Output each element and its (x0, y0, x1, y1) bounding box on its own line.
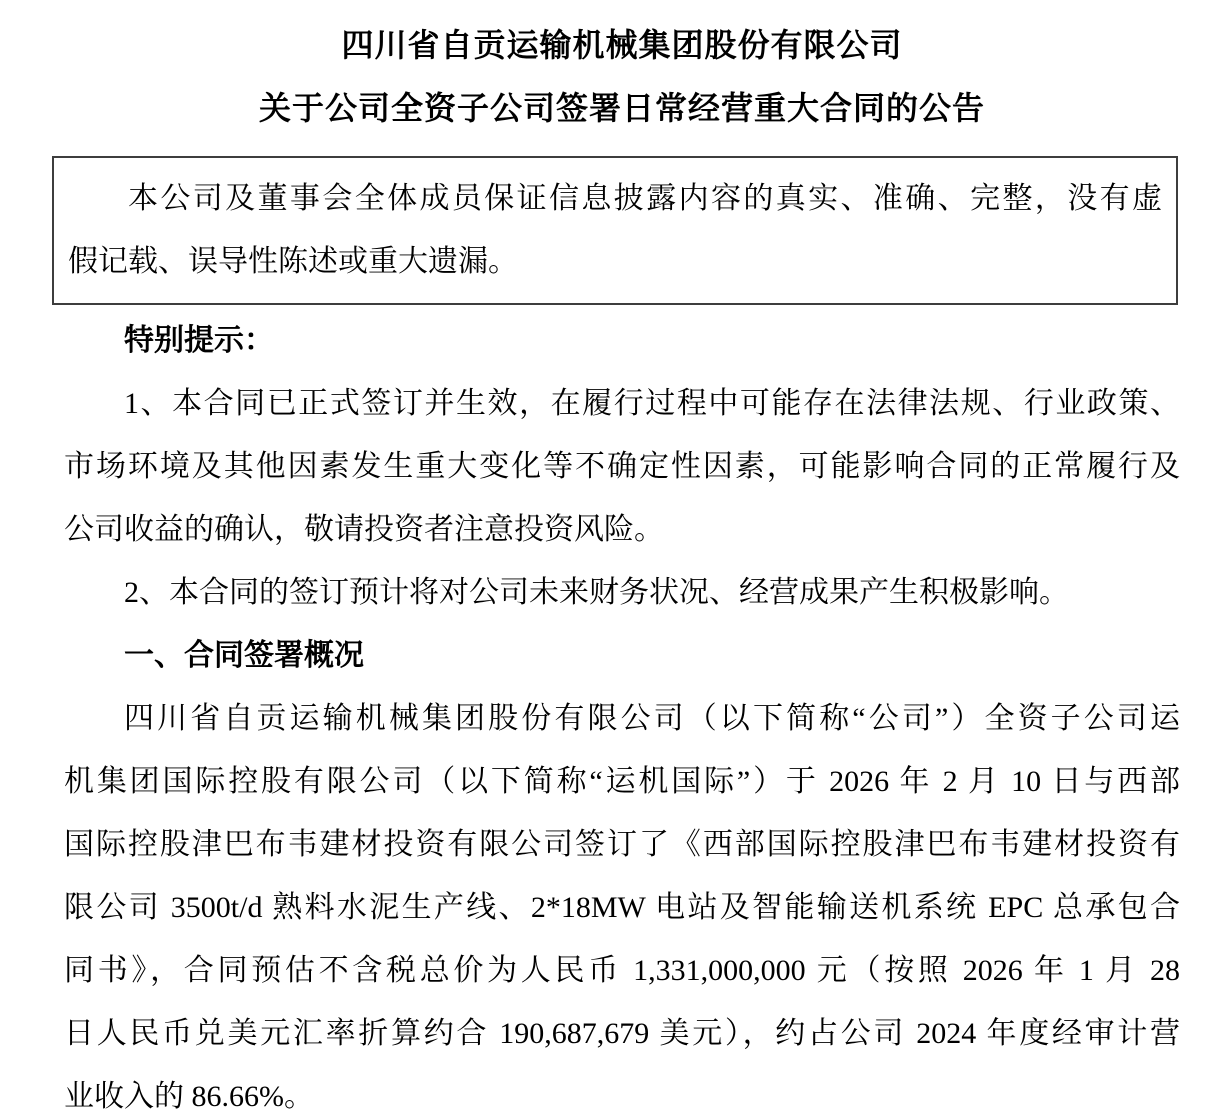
disclaimer-line-2: 假记载、误导性陈述或重大遗漏。 (68, 245, 518, 278)
notice-item-1-line-2: 市场环境及其他因素发生重大变化等不确定性因素，可能影响合同的正常履行及 (64, 450, 1180, 483)
contract-paragraph-line-3: 国际控股津巴布韦建材投资有限公司签订了《西部国际控股津巴布韦建材投资有 (64, 828, 1180, 861)
contract-paragraph-line-6: 日人民币兑美元汇率折算约合 190,687,679 美元），约占公司 2024 年度经审计营 (64, 1017, 1180, 1050)
contract-paragraph-line-1: 四川省自贡运输机械集团股份有限公司（以下简称“公司”）全资子公司运 (124, 702, 1180, 735)
special-notice-heading: 特别提示： (124, 324, 274, 357)
document-body (64, 309, 1180, 1116)
disclaimer-box (52, 156, 1178, 305)
notice-item-1-line-1: 1、本合同已正式签订并生效，在履行过程中可能存在法律法规、行业政策、 (124, 387, 1180, 420)
page-subtitle: 关于公司全资子公司签署日常经营重大合同的公告 (258, 90, 985, 126)
contract-paragraph-line-2: 机集团国际控股有限公司（以下简称“运机国际”）于 2026 年 2 月 10 日与西部 (64, 765, 1180, 798)
page-title: 四川省自贡运输机械集团股份有限公司 (341, 27, 903, 63)
contract-paragraph-line-4: 限公司 3500t/d 熟料水泥生产线、2*18MW 电站及智能输送机系统 EPC 总承包合 (64, 891, 1180, 924)
section-1-heading: 一、合同签署概况 (124, 639, 364, 672)
notice-item-2: 2、本合同的签订预计将对公司未来财务状况、经营成果产生积极影响。 (124, 576, 1069, 609)
document-header (64, 14, 1180, 140)
contract-paragraph-line-5: 同书》，合同预估不含税总价为人民币 1,331,000,000 元（按照 2026 年 1 月 28 (64, 954, 1180, 987)
notice-item-1-line-3: 公司收益的确认，敬请投资者注意投资风险。 (64, 513, 664, 546)
contract-paragraph-line-7: 业收入的 86.66%。 (64, 1080, 314, 1113)
disclaimer-line-1: 本公司及董事会全体成员保证信息披露内容的真实、准确、完整，没有虚 (128, 182, 1162, 215)
